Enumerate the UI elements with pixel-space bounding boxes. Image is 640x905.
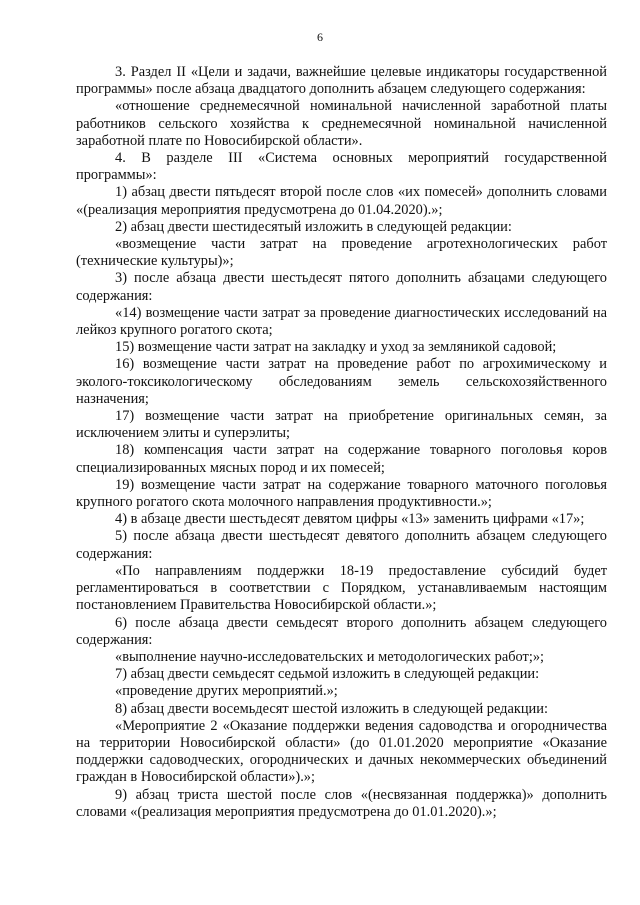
paragraph: 9) абзац триста шестой после слов «(несвязанная поддержка)» дополнить словами «(реализация мероприятия предусмотрена до 01.01.2020).»; bbox=[76, 786, 607, 820]
page-number: 6 bbox=[317, 30, 323, 44]
paragraph: 15) возмещение части затрат на закладку и уход за земляникой садовой; bbox=[115, 339, 557, 356]
paragraph: 4. В разделе III «Система основных мероприятий государственной программы»: bbox=[76, 150, 607, 184]
paragraph: 4) в абзаце двести шестьдесят девятом цифры «13» заменить цифрами «17»; bbox=[115, 511, 585, 528]
paragraph: 7) абзац двести семьдесят седьмой изложить в следующей редакции: bbox=[115, 666, 540, 683]
paragraph: 1) абзац двести пятьдесят второй после слов «их помесей» дополнить словами «(реализация мероприятия предусмотрена до 01.04.2020).»; bbox=[76, 184, 607, 218]
paragraph: 3. Раздел II «Цели и задачи, важнейшие целевые индикаторы государственной программы» после абзаца двадцатого дополнить абзацем следующего содержания: bbox=[76, 64, 607, 98]
paragraph: «выполнение научно-исследовательских и методологических работ;»; bbox=[115, 648, 545, 665]
paragraph: «Мероприятие 2 «Оказание поддержки ведения садоводства и огородничества на территории Новосибирской области» (до 01.01.2020 мероприятие «Оказание поддержки садоводческих, огороднических и дачных некоммерческих объединений граждан в Новосибирской области»).»; bbox=[76, 717, 607, 786]
paragraph: 2) абзац двести шестидесятый изложить в следующей редакции: bbox=[115, 218, 512, 235]
paragraph: «По направлениям поддержки 18-19 предоставление субсидий будет регламентироваться в соответствии с Порядком, устанавливаемым настоящим постановлением Правительства Новосибирской области.»; bbox=[76, 562, 607, 614]
paragraph: 5) после абзаца двести шестьдесят девятого дополнить абзацем следующего содержания: bbox=[76, 528, 607, 562]
paragraph: 6) после абзаца двести семьдесят второго дополнить абзацем следующего содержания: bbox=[76, 614, 607, 648]
paragraph: 8) абзац двести восемьдесят шестой изложить в следующей редакции: bbox=[115, 700, 548, 717]
paragraph: «14) возмещение части затрат за проведение диагностических исследований на лейкоз крупного рогатого скота; bbox=[76, 304, 607, 339]
paragraph: 3) после абзаца двести шестьдесят пятого дополнить абзацами следующего содержания: bbox=[76, 270, 607, 304]
paragraph: «проведение других мероприятий.»; bbox=[115, 683, 338, 700]
paragraph: 19) возмещение части затрат на содержание товарного маточного поголовья крупного рогатого скота молочного направления продуктивности.»; bbox=[76, 476, 607, 511]
paragraph: «возмещение части затрат на проведение агротехнологических работ (технические культуры)»; bbox=[76, 236, 607, 270]
paragraph: 18) компенсация части затрат на содержание товарного поголовья коров специализированных мясных пород и их помесей; bbox=[76, 442, 607, 476]
paragraph: «отношение среднемесячной номинальной начисленной заработной платы работников сельского хозяйства к среднемесячной номинальной начисленной заработной плате по Новосибирской области». bbox=[76, 98, 607, 149]
paragraph: 16) возмещение части затрат на проведение работ по агрохимическому и эколого-токсикологическому обследованиям земель сельскохозяйственного назначения; bbox=[76, 356, 607, 407]
paragraph: 17) возмещение части затрат на приобретение оригинальных семян, за исключением элиты и суперэлиты; bbox=[76, 408, 607, 442]
document-body bbox=[76, 64, 607, 821]
